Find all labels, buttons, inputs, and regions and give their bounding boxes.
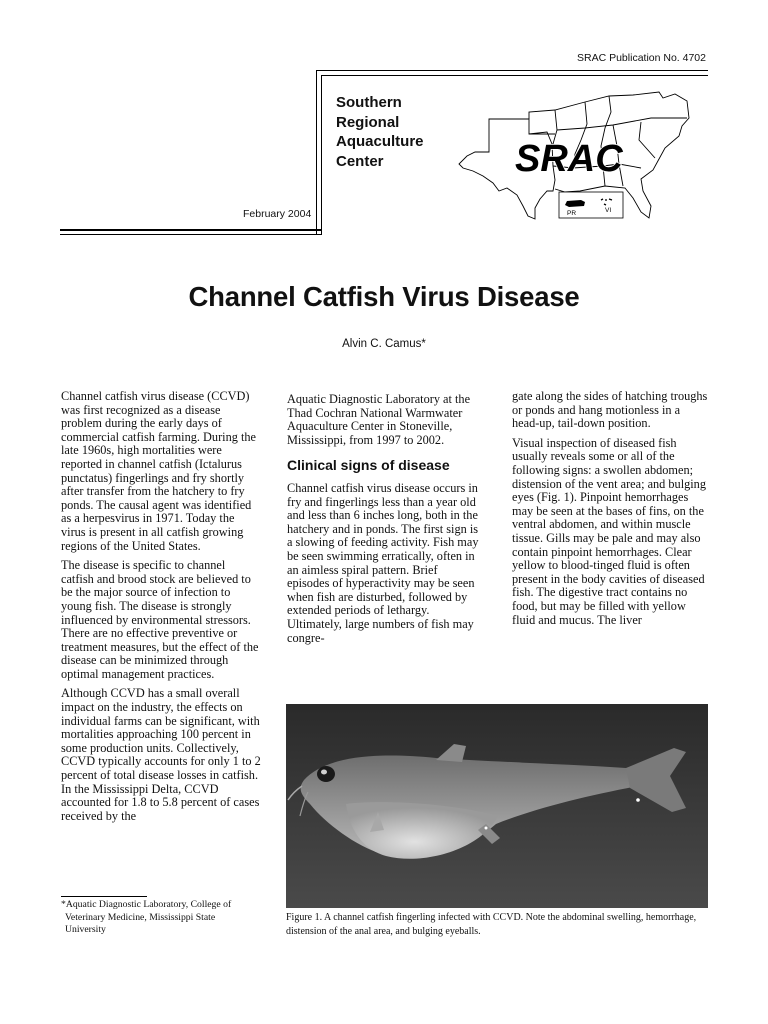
document-title: Channel Catfish Virus Disease — [188, 281, 580, 312]
center-name-line: Regional — [336, 113, 400, 131]
paragraph: Channel catfish virus disease (CCVD) was first recognized as a disease problem during the early days of commercial catfish farming. During the late 1960s, high mortalities were reported in channel catfish (Ictalurus punctatus) fingerlings and fry shortly after transfer from the hatchery to fry ponds. The causal agent was identified as a herpesvirus in 1971. Today the virus is present in all catfish growing regions of the United States. — [61, 389, 256, 553]
figure-caption: Figure 1. A channel catfish fingerling infected with CCVD. Note the abdominal swelling, hemorrhage, distension of the anal area, and bulging eyeballs. — [286, 912, 697, 937]
publication-number: SRAC Publication No. 4702 — [577, 52, 706, 64]
paragraph: Visual inspection of diseased fish usually reveals some or all of the following signs: a swollen abdomen; distension of the vent area; and bulging eyes (Fig. 1). Pinpoint hemorrhages may be seen at the bases of fins, on the ventral abdomen, and within muscle tissue. Gills may be pale and may also contain pinpoint hemorrhages. Clear yellow to blood-tinged fluid is often present in the body cavities of diseased fish. The digestive tract contains no food, but may be filled with yellow fluid and mucus. The liver — [512, 435, 706, 627]
footnote — [61, 899, 271, 937]
footnote-line: University — [65, 924, 106, 935]
author-line: Alvin C. Camus* — [342, 338, 426, 350]
footnote-line: *Aquatic Diagnostic Laboratory, College of — [61, 899, 232, 910]
center-name-line: Southern — [336, 94, 402, 111]
center-name — [336, 93, 424, 171]
header-rule-bottom-inner — [60, 234, 322, 235]
paragraph: Channel catfish virus disease occurs in fry and fingerlings less than a year old and less than 6 inches long, both in the hatchery and in ponds. The first sign is a slowing of feeding activity. Fish may be seen swimming erratically, often in an aimless spiral pattern. Brief episodes of hyperactivity may be seen when fish are disturbed, followed by extended periods of lethargy. Ultimately, large numbers of fish may congre- — [287, 480, 479, 645]
paragraph: The disease is specific to channel catfish and brood stock are believed to be the major source of infection to young fish. The disease is strongly influenced by environmental stressors. There are no effective preventive or treatment measures, but the effect of the disease can be minimized through optimal management practices. — [61, 558, 259, 681]
header-rule-bottom — [60, 229, 322, 231]
center-name-line: Center — [336, 152, 384, 170]
header-rule-top-inner — [321, 75, 708, 76]
paragraph: Although CCVD has a small overall impact on the industry, the effects on individual farms can be significant, with mortalities approaching 100 percent in some production units. Collectively, CCVD typically accounts for only 1 to 2 percent of total disease losses in catfish. In the Mississippi Delta, CCVD accounted for 1.8 to 5.8 percent of cases received by the — [61, 686, 261, 823]
paragraph: Aquatic Diagnostic Laboratory at the Thad Cochran National Warmwater Aquaculture Center in Stoneville, Mississippi, from 1997 to 2002. — [287, 392, 471, 447]
footnote-line: Veterinary Medicine, Mississippi State — [65, 911, 216, 923]
vi-label: VI — [605, 207, 612, 214]
catfish-illustration — [286, 704, 708, 908]
paragraph: gate along the sides of hatching troughs or ponds and hang motionless in a head-up, tail-down position. — [512, 389, 708, 431]
header-rule-top — [316, 70, 708, 71]
footnote-rule — [61, 896, 147, 897]
srac-region-map-logo — [455, 88, 705, 223]
header-rule-vertical — [316, 70, 317, 235]
header-rule-vertical-inner — [321, 75, 322, 235]
territory-inset — [559, 192, 623, 218]
pr-label: PR — [567, 210, 577, 217]
center-name-line: Aquaculture — [336, 133, 424, 150]
srac-logo-text: SRAC — [515, 138, 623, 180]
section-heading: Clinical signs of disease — [287, 457, 450, 474]
publication-date: February 2004 — [243, 208, 312, 220]
text-column-2 — [287, 393, 479, 651]
text-column-1 — [61, 390, 261, 829]
figure-photo-catfish — [286, 704, 708, 908]
text-column-3 — [512, 390, 710, 633]
